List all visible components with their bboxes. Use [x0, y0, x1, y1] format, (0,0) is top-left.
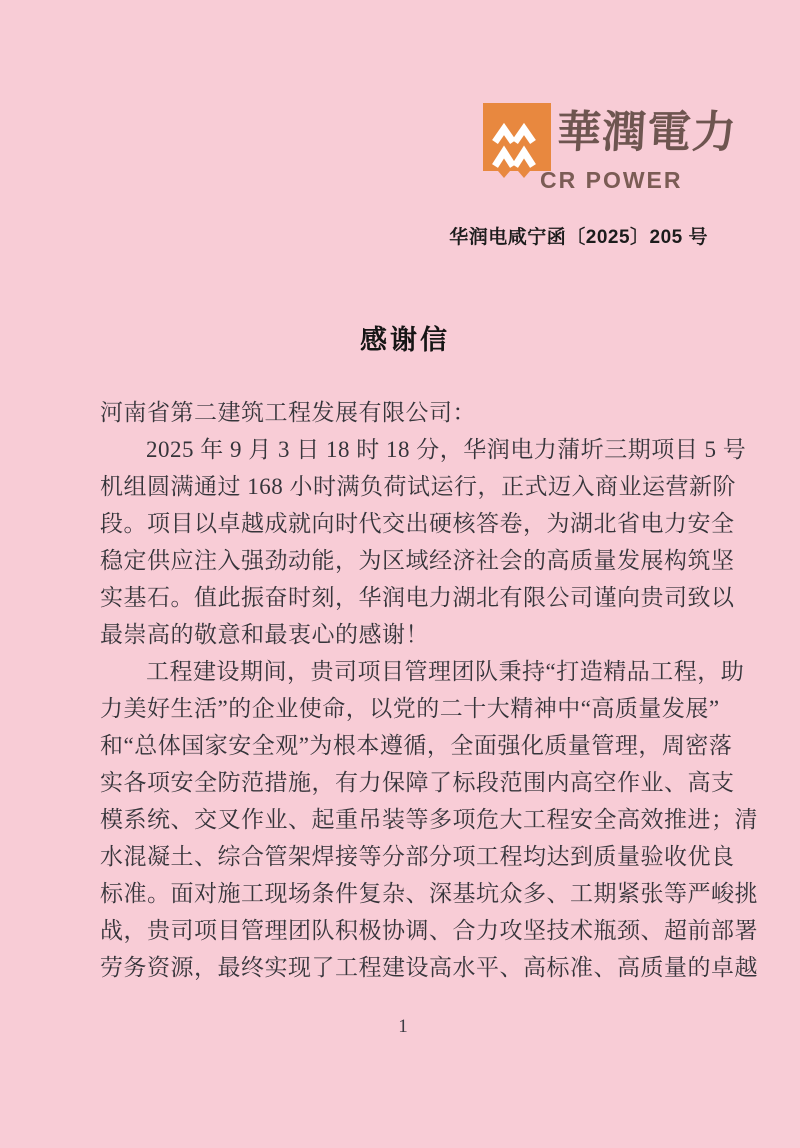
text-line: 实各项安全防范措施，有力保障了标段范围内高空作业、高支: [100, 770, 735, 795]
text-line: 稳定供应注入强劲动能，为区域经济社会的高质量发展构筑坚: [100, 548, 735, 573]
text-line: 劳务资源，最终实现了工程建设高水平、高标准、高质量的卓越: [100, 955, 758, 980]
text-line: 机组圆满通过 168 小时满负荷试运行，正式迈入商业运营新阶: [100, 474, 736, 499]
text-line: 工程建设期间，贵司项目管理团队秉持“打造精品工程，助: [146, 659, 745, 684]
text-line: 实基石。值此振奋时刻，华润电力湖北有限公司谨向贵司致以: [100, 585, 735, 610]
logo-name-english: CR POWER: [540, 167, 683, 193]
paragraphs-container: [100, 431, 758, 986]
salutation: 河南省第二建筑工程发展有限公司：: [100, 400, 476, 425]
text-line: 段。项目以卓越成就向时代交出硬核答卷，为湖北省电力安全: [100, 511, 735, 536]
letter-body: [100, 394, 758, 986]
text-line: 力美好生活”的企业使命，以党的二十大精神中“高质量发展”: [100, 696, 720, 721]
text-line: 战，贵司项目管理团队积极协调、合力攻坚技术瓶颈、超前部署: [100, 918, 758, 943]
text-line: 最崇高的敬意和最衷心的感谢！: [100, 622, 429, 647]
text-line: 标准。面对施工现场条件复杂、深基坑众多、工期紧张等严峻挑: [100, 881, 758, 906]
text-line: 和“总体国家安全观”为根本遵循，全面强化质量管理，周密落: [100, 733, 733, 758]
paragraph: [100, 431, 747, 653]
page-number: 1: [398, 1016, 408, 1037]
text-line: 水混凝土、综合管架焊接等分部分项工程均达到质量验收优良: [100, 844, 735, 869]
document-reference-number: 华润电咸宁函〔2025〕205 号: [449, 227, 708, 248]
paragraph: [100, 653, 758, 986]
logo-name-chinese: 華潤電力: [555, 107, 739, 158]
cr-power-logo: [483, 103, 739, 194]
text-line: 2025 年 9 月 3 日 18 时 18 分，华润电力蒲圻三期项目 5 号: [146, 437, 747, 462]
text-line: 模系统、交叉作业、起重吊装等多项危大工程安全高效推进；清: [100, 807, 758, 832]
letter-title: 感谢信: [360, 325, 450, 355]
